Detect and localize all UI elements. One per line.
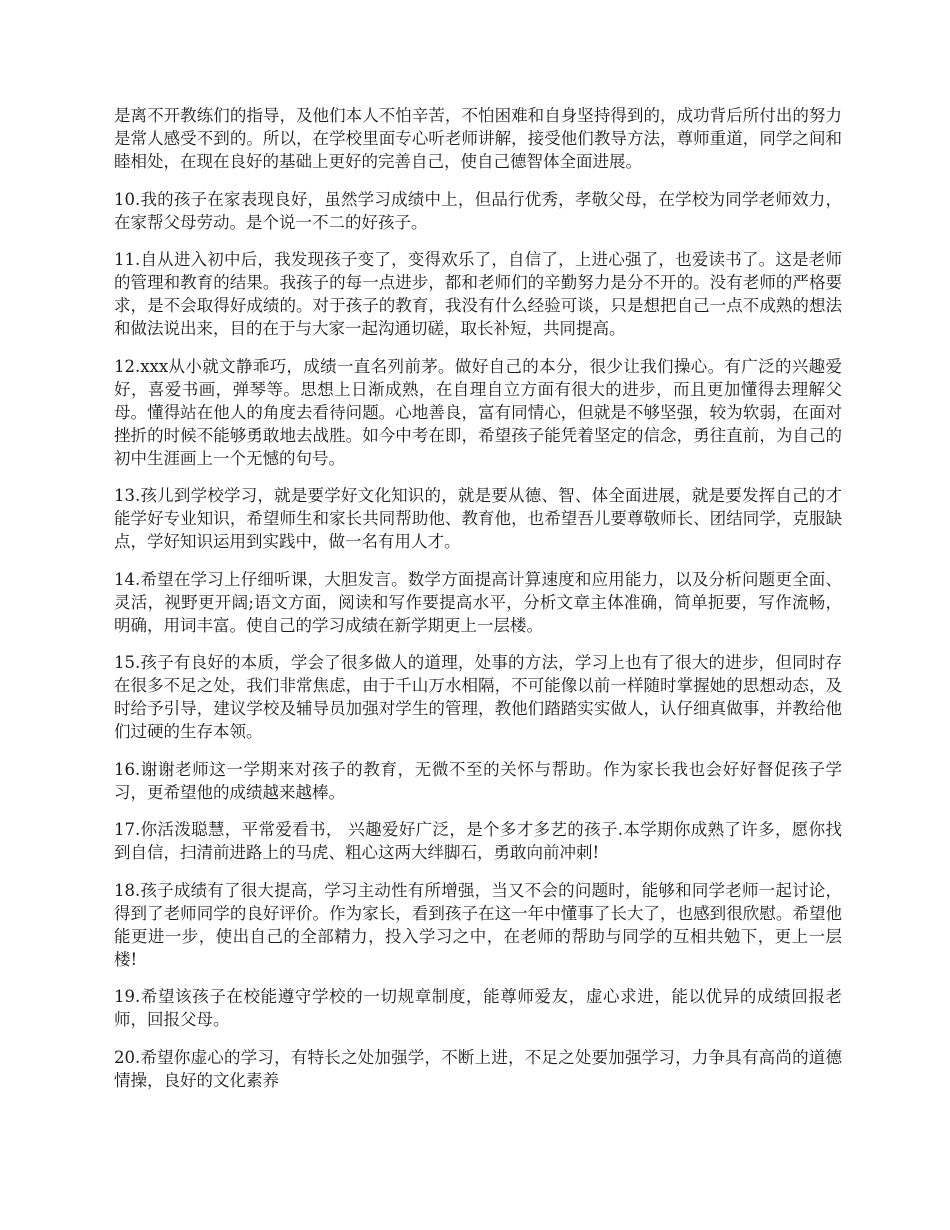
paragraph-item-14: 14.希望在学习上仔细听课，大胆发言。数学方面提高计算速度和应用能力，以及分析问题更全面、灵活，视野更开阔;语文方面，阅读和写作要提高水平，分析文章主体准确，简单扼要，写作流畅，明确，用词丰富。使自己的学习成绩在新学期更上一层楼。 (114, 569, 842, 635)
paragraph-item-20: 20.希望你虚心的学习，有特长之处加强学，不断上进，不足之处要加强学习，力争具有高尚的道德情操，良好的文化素养 (114, 1047, 842, 1090)
document-body (114, 104, 842, 1106)
paragraph-item-19: 19.希望该孩子在校能遵守学校的一切规章制度，能尊师爱友，虚心求进，能以优异的成绩回报老师，回报父母。 (114, 987, 842, 1029)
paragraph-continuation: 是离不开教练们的指导，及他们本人不怕辛苦，不怕困难和自身坚持得到的，成功背后所付出的努力是常人感受不到的。所以，在学校里面专心听老师讲解，接受他们教导方法，尊师重道，同学之间和睦相处，在现在良好的基础上更好的完善自己，使自己德智体全面进展。 (114, 106, 842, 171)
paragraph-item-17: 17.你活泼聪慧，平常爱看书， 兴趣爱好广泛，是个多才多艺的孩子.本学期你成熟了许多，愿你找到自信，扫清前进路上的马虎、粗心这两大绊脚石，勇敢向前冲刺! (114, 820, 842, 862)
paragraph-item-18: 18.孩子成绩有了很大提高，学习主动性有所增强，当又不会的问题时，能够和同学老师一起讨论，得到了老师同学的良好评价。作为家长，看到孩子在这一年中懂事了长大了，也感到很欣慰。希望他能更进一步，使出自己的全部精力，投入学习之中，在老师的帮助与同学的互相共勉下，更上一层楼! (114, 880, 842, 969)
paragraph-item-10: 10.我的孩子在家表现良好，虽然学习成绩中上，但品行优秀，孝敬父母，在学校为同学老师效力，在家帮父母劳动。是个说一不二的好孩子。 (114, 189, 842, 232)
paragraph-item-16: 16.谢谢老师这一学期来对孩子的教育，无微不至的关怀与帮助。作为家长我也会好好督促孩子学习，更希望他的成绩越来越棒。 (114, 759, 842, 802)
paragraph-item-12: 12.xxx从小就文静乖巧，成绩一直名列前茅。做好自己的本分，很少让我们操心。有广泛的兴趣爱好，喜爱书画，弹琴等。思想上日渐成熟，在自理自立方面有很大的进步，而且更加懂得去理解父母。懂得站在他人的角度去看待问题。心地善良，富有同情心，但就是不够坚强，较为软弱，在面对挫折的时候不能够勇敢地去战胜。如今中考在即，希望孩子能凭着坚定的信念，勇往直前，为自己的初中生涯画上一个无憾的句号。 (114, 356, 842, 468)
paragraph-item-11: 11.自从进入初中后，我发现孩子变了，变得欢乐了，自信了，上进心强了，也爱读书了。这是老师的管理和教育的结果。我孩子的每一点进步，都和老师们的辛勤努力是分不开的。没有老师的严格要求，是不会取得好成绩的。对于孩子的教育，我没有什么经验可谈，只是想把自己一点不成熟的想法和做法说出来，目的在于与大家一起沟通切磋，取长补短，共同提高。 (114, 250, 842, 338)
paragraph-item-15: 15.孩子有良好的本质，学会了很多做人的道理，处事的方法，学习上也有了很大的进步，但同时存在很多不足之处，我们非常焦虑，由于千山万水相隔，不可能像以前一样随时掌握她的思想动态，及时给予引导，建议学校及辅导员加强对学生的管理，教他们踏踏实实做人，认仔细真做事，并教给他们过硬的生存本领。 (114, 653, 842, 741)
paragraph-item-13: 13.孩儿到学校学习，就是要学好文化知识的，就是要从德、智、体全面进展，就是要发挥自己的才能学好专业知识，希望师生和家长共同帮助他、教育他，也希望吾儿要尊敬师长、团结同学，克服缺点，学好知识运用到实践中，做一名有用人才。 (114, 486, 842, 551)
